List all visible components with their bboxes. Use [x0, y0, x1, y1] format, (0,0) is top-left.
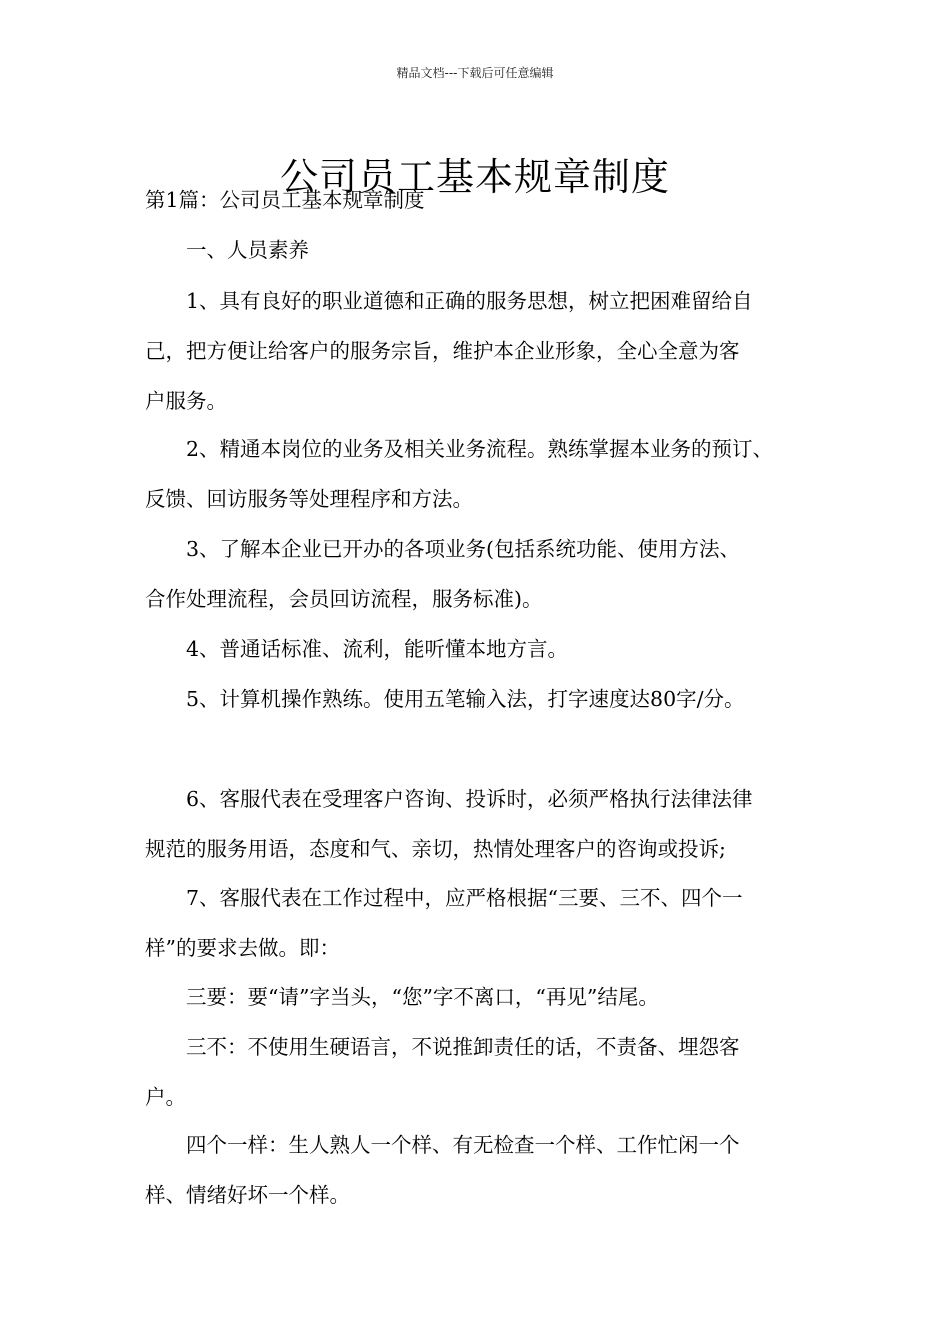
text-line: 己，把方便让给客户的服务宗旨，维护本企业形象，全心全意为客 [145, 339, 740, 363]
paragraph-item-6 [145, 774, 815, 874]
text-line: 样”的要求去做。即： [145, 936, 340, 960]
text-line: 反馈、回访服务等处理程序和方法。 [145, 487, 473, 511]
paragraph-item-2 [145, 424, 815, 524]
document-title: 公司员工基本规章制度 [279, 155, 670, 200]
text-line: 4、普通话标准、流利，能听懂本地方言。 [145, 637, 569, 661]
text-line: 三不：不使用生硬语言，不说推卸责任的话，不责备、埋怨客 [145, 1035, 740, 1059]
text-line: 5、计算机操作熟练。使用五笔输入法，打字速度达80字/分。 [145, 687, 745, 711]
paragraph-item-7 [145, 873, 815, 973]
chapter-heading [145, 175, 815, 225]
text-line: 样、情绪好坏一个样。 [145, 1183, 350, 1207]
paragraph-three-donts [145, 1022, 815, 1122]
paragraph-item-3 [145, 524, 815, 624]
text-line: 第1篇：公司员工基本规章制度 [145, 188, 425, 212]
paragraph-item-1 [145, 276, 815, 426]
text-line: 2、精通本岗位的业务及相关业务流程。熟练掌握本业务的预订、 [145, 437, 774, 461]
paragraph-item-4 [145, 624, 815, 674]
text-line: 7、客服代表在工作过程中，应严格根据“三要、三不、四个一 [145, 886, 743, 910]
paragraph-three-musts [145, 972, 815, 1022]
text-line: 三要：要“请”字当头，“您”字不离口，“再见”结尾。 [145, 985, 659, 1009]
text-line: 1、具有良好的职业道德和正确的服务思想，树立把困难留给自 [145, 289, 753, 313]
text-line: 3、了解本企业已开办的各项业务(包括系统功能、使用方法、 [145, 537, 741, 561]
text-line: 合作处理流程，会员回访流程，服务标准)。 [145, 587, 543, 611]
paragraph-item-5 [145, 674, 815, 724]
page-header-note: 精品文档---下载后可任意编辑 [396, 66, 554, 80]
text-line: 户。 [145, 1085, 186, 1109]
text-line: 6、客服代表在受理客户咨询、投诉时，必须严格执行法律法律 [145, 787, 753, 811]
text-line: 四个一样：生人熟人一个样、有无检查一个样、工作忙闲一个 [145, 1133, 740, 1157]
text-line: 户服务。 [145, 389, 227, 413]
text-line: 一、人员素养 [145, 238, 309, 262]
text-line: 规范的服务用语，态度和气、亲切，热情处理客户的咨询或投诉; [145, 837, 726, 861]
section-heading [145, 225, 815, 275]
paragraph-four-sames [145, 1120, 815, 1220]
